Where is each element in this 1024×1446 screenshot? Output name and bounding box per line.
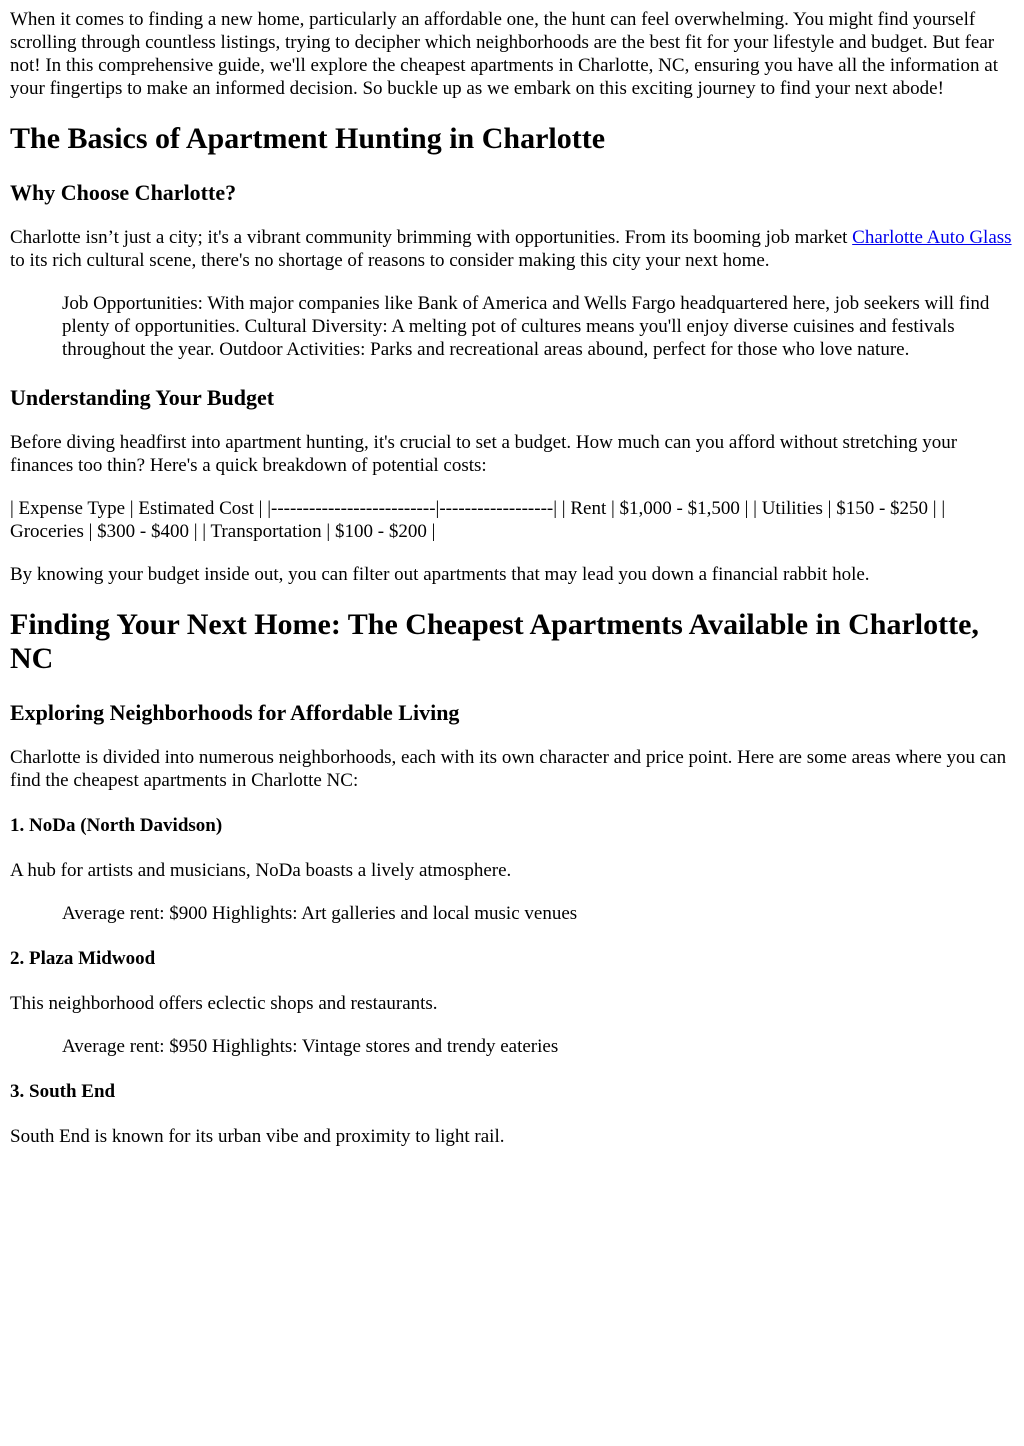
south-end-heading: 3. South End xyxy=(10,1081,116,1102)
noda-details: Average rent: $900 Highlights: Art galleries and local music venues xyxy=(62,903,578,924)
why-charlotte-paragraph xyxy=(10,226,1014,272)
charlotte-auto-glass-link[interactable]: Charlotte Auto Glass xyxy=(852,227,1012,248)
why-text-after: to its rich cultural scene, there's no shortage of reasons to consider making this city your next home. xyxy=(10,250,770,271)
why-charlotte-quote: Job Opportunities: With major companies like Bank of America and Wells Fargo headquartered here, job seekers will find plenty of opportunities. Cultural Diversity: A melting pot of cultures means you'll enjoy diverse cuisines and festivals throughout the year. Outdoor Activities: Parks and recreational areas abound, perfect for those who love nature. xyxy=(62,293,990,360)
neighborhoods-heading: Exploring Neighborhoods for Affordable Living xyxy=(10,700,460,725)
plaza-midwood-description: This neighborhood offers eclectic shops and restaurants. xyxy=(10,993,438,1014)
section-finding-heading: Finding Your Next Home: The Cheapest Apartments Available in Charlotte, NC xyxy=(10,608,979,675)
plaza-midwood-details: Average rent: $950 Highlights: Vintage stores and trendy eateries xyxy=(62,1036,559,1057)
section-basics-heading: The Basics of Apartment Hunting in Charlotte xyxy=(10,122,606,155)
plaza-midwood-heading: 2. Plaza Midwood xyxy=(10,948,156,969)
why-charlotte-heading: Why Choose Charlotte? xyxy=(10,180,237,205)
noda-description: A hub for artists and musicians, NoDa boasts a lively atmosphere. xyxy=(10,860,512,881)
noda-heading: 1. NoDa (North Davidson) xyxy=(10,815,223,836)
intro-paragraph: When it comes to finding a new home, particularly an affordable one, the hunt can feel overwhelming. You might find yourself scrolling through countless listings, trying to decipher which neighborhoods are the best fit for your lifestyle and budget. But fear not! In this comprehensive guide, we'll explore the cheapest apartments in Charlotte, NC, ensuring you have all the information at your fingertips to make an informed decision. So buckle up as we embark on this exciting journey to find your next abode! xyxy=(10,9,998,99)
budget-heading: Understanding Your Budget xyxy=(10,385,275,410)
neighborhoods-paragraph: Charlotte is divided into numerous neighborhoods, each with its own character and price point. Here are some areas where you can find the cheapest apartments in Charlotte NC: xyxy=(10,747,1007,791)
budget-paragraph: Before diving headfirst into apartment hunting, it's crucial to set a budget. How much can you afford without stretching your finances too thin? Here's a quick breakdown of potential costs: xyxy=(10,432,958,476)
why-text-before: Charlotte isn’t just a city; it's a vibrant community brimming with opportunities. From its booming job market xyxy=(10,227,853,248)
budget-table-text: | Expense Type | Estimated Cost | |--------------------------|------------------| | Rent | $1,000 - $1,500 | | Utilities | $150 - $250 | | Groceries | $300 - $400 | | Transportation | $100 - $200 | xyxy=(10,498,946,542)
budget-closing-paragraph: By knowing your budget inside out, you can filter out apartments that may lead you down a financial rabbit hole. xyxy=(10,564,870,585)
south-end-description: South End is known for its urban vibe and proximity to light rail. xyxy=(10,1126,505,1147)
